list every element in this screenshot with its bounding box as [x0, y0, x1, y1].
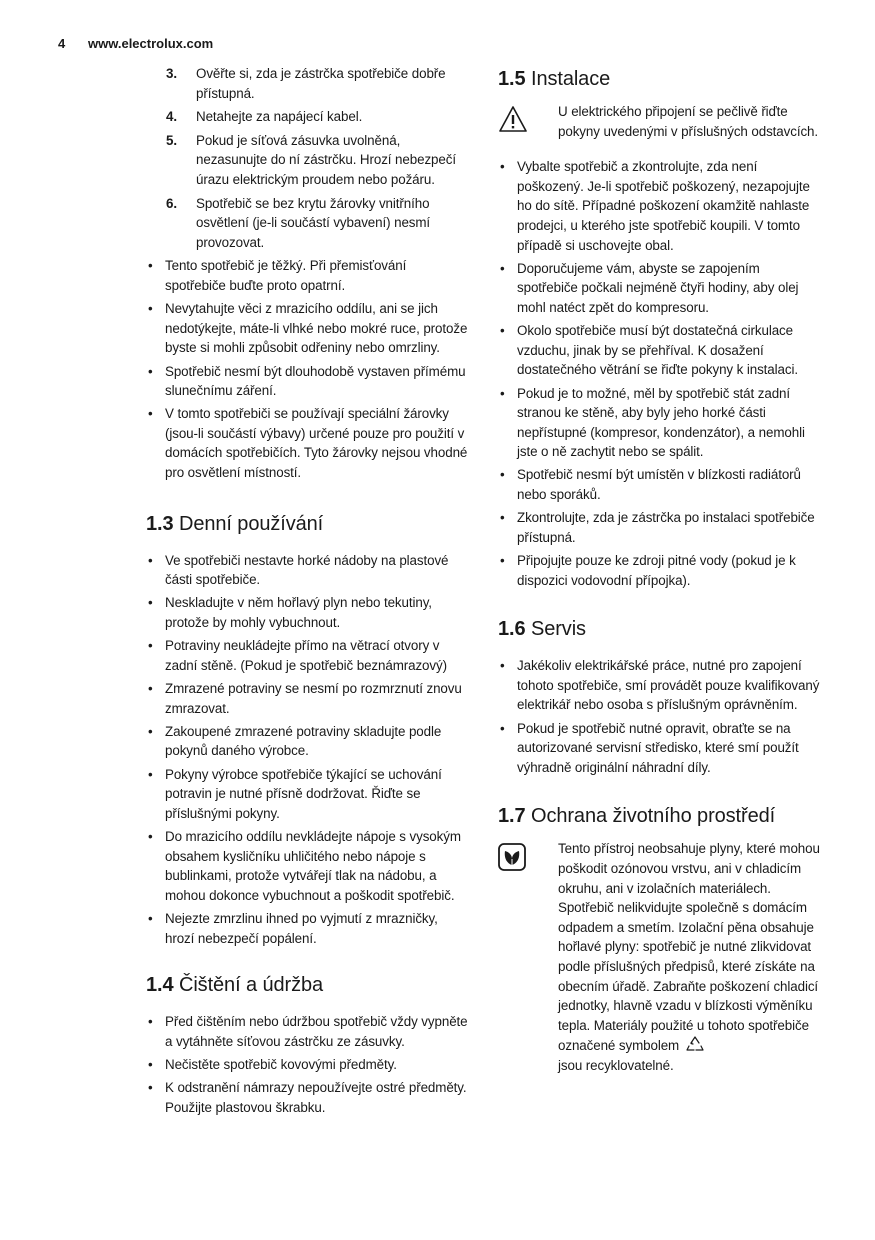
numbered-item — [166, 194, 470, 253]
section-title: Servis — [530, 618, 586, 641]
list-item: • Spotřebič nesmí být dlouhodobě vystaven přímému slunečnímu záření. — [146, 362, 470, 401]
section-title: Denní používání — [178, 512, 324, 535]
item-number: 6. — [166, 195, 177, 211]
numbered-list — [146, 64, 470, 252]
environment-text-body: Tento přístroj neobsahuje plyny, které mohou poškodit ozónovou vrstvu, ani v chladicím okruhu, ani v izolačních materiálech. Spotřebič nelikvidujte společně s domácím odpadem a smetím. Izolační pěna obsahuje hořlavé plyny: spotřebič je nutné zlikvidovat podle příslušných předpisů, které získáte na obecním úřadě. Zabraňte poškození chladicí jednotky, hlavně vzadu v blízkosti výměníku tepla. Materiály použité u tohoto spotřebiče označené symbolem — [558, 841, 820, 1054]
list-item: • Vybalte spotřebič a zkontrolujte, zda není poškozený. Je-li spotřebič poškozený, nezapojujte ho do sítě. Případné poškození okamžitě nahlaste prodejci, u kterého jste spotřebič koupili. V tomto případě si uschovejte obal. — [498, 157, 824, 255]
section-number: 1.3 — [146, 512, 174, 535]
warning-text: U elektrického připojení se pečlivě řiďte pokyny uvedenými v příslušných odstavcích. — [558, 104, 819, 139]
section-heading-1-7 — [498, 803, 824, 829]
bullet-list — [498, 656, 824, 777]
section-title: Ochrana životního prostředí — [530, 805, 776, 828]
warning-icon — [498, 104, 528, 134]
item-text: Ověřte si, zda je zástrčka spotřebiče dobře přístupná. — [196, 66, 446, 101]
list-item: • Pokyny výrobce spotřebiče týkající se uchování potravin je nutné přísně dodržovat. Řiďte se příslušnými pokyny. — [146, 765, 470, 824]
numbered-item — [166, 107, 470, 127]
page-header — [58, 36, 213, 51]
list-item: • Pokud je spotřebič nutné opravit, obraťte se na autorizované servisní středisko, které smí použít výhradně originální náhradní díly. — [498, 719, 824, 778]
item-text: Pokud je síťová zásuvka uvolněná, nezasunujte do ní zástrčku. Hrozí nebezpečí úrazu elektrickým proudem nebo požáru. — [196, 132, 456, 187]
list-item: • Nečistěte spotřebič kovovými předměty. — [146, 1055, 470, 1075]
environment-icon — [498, 843, 526, 871]
list-item: • Zmrazené potraviny se nesmí po rozmrznutí znovu zmrazovat. — [146, 679, 470, 718]
environment-text — [558, 839, 824, 1075]
list-item: • Zkontrolujte, zda je zástrčka po instalaci spotřebiče přístupná. — [498, 508, 824, 547]
list-item: • Připojujte pouze ke zdroji pitné vody (pokud je k dispozici vodovodní přípojka). — [498, 551, 824, 590]
list-item: • Tento spotřebič je těžký. Při přemisťování spotřebiče buďte proto opatrní. — [146, 256, 470, 295]
bullet-list — [146, 1012, 470, 1117]
list-item: • Potraviny neukládejte přímo na větrací otvory v zadní stěně. (Pokud je spotřebič beznámrazový) — [146, 636, 470, 675]
recycle-icon — [685, 1035, 705, 1053]
list-item: • Neskladujte v něm hořlavý plyn nebo tekutiny, protože by mohly vybuchnout. — [146, 593, 470, 632]
bullet-list — [498, 157, 824, 590]
section-title: Instalace — [530, 68, 611, 90]
section-heading-1-5 — [498, 66, 824, 92]
item-text: Netahejte za napájecí kabel. — [196, 109, 363, 125]
list-item: • Před čištěním nebo údržbou spotřebič vždy vypněte a vytáhněte síťovou zástrčku ze zásuvky. — [146, 1012, 470, 1051]
list-item: • Zakoupené zmrazené potraviny skladujte podle pokynů daného výrobce. — [146, 722, 470, 761]
bullet-list — [146, 256, 470, 482]
section-heading-1-3 — [146, 511, 470, 537]
section-heading-1-6 — [498, 616, 824, 642]
list-item: • Do mrazicího oddílu nevkládejte nápoje s vysokým obsahem kysličníku uhličitého nebo nápoje s bublinkami, protože vytvářejí tlak na nádobu, a mohou dokonce vybuchnout a poškodit spotřebič. — [146, 827, 470, 905]
environment-notice — [498, 839, 824, 1075]
list-item: • K odstranění námrazy nepoužívejte ostré předměty. Použijte plastovou škrabku. — [146, 1078, 470, 1117]
numbered-item — [166, 131, 470, 190]
bullet-list — [146, 551, 470, 948]
list-item: • Nejezte zmrzlinu ihned po vyjmutí z mrazničky, hrozí nebezpečí popálení. — [146, 909, 470, 948]
list-item: • Doporučujeme vám, abyste se zapojením spotřebiče počkali nejméně čtyři hodiny, aby olej mohl natéct zpět do kompresoru. — [498, 259, 824, 318]
section-number: 1.7 — [498, 805, 526, 828]
numbered-item — [166, 64, 470, 103]
item-number: 4. — [166, 109, 177, 125]
section-title: Čištění a údržba — [178, 974, 324, 997]
list-item: • V tomto spotřebiči se používají speciální žárovky (jsou-li součástí výbavy) určené pouze pro použití v domácích spotřebičích. Tyto žárovky nejsou vhodné pro osvětlení místností. — [146, 404, 470, 482]
item-text: Spotřebič se bez krytu žárovky vnitřního osvětlení (je-li součástí vybavení) nesmí provozovat. — [196, 195, 431, 250]
list-item: • Jakékoliv elektrikářské práce, nutné pro zapojení tohoto spotřebiče, smí provádět pouze kvalifikovaný elektrikář nebo osoba s příslušným oprávněním. — [498, 656, 824, 715]
warning-notice — [498, 102, 824, 141]
item-number: 5. — [166, 132, 177, 148]
item-number: 3. — [166, 66, 177, 81]
section-number: 1.5 — [498, 68, 526, 90]
list-item: • Ve spotřebiči nestavte horké nádoby na plastové části spotřebiče. — [146, 551, 470, 590]
section-heading-1-4 — [146, 972, 470, 998]
website: www.electrolux.com — [88, 36, 214, 51]
environment-text-end: jsou recyklovatelné. — [558, 1057, 674, 1073]
left-column — [146, 64, 470, 1121]
right-column — [498, 64, 824, 1076]
list-item: • Okolo spotřebiče musí být dostatečná cirkulace vzduchu, jinak by se přehříval. K dosažení dostatečného větrání se řiďte pokyny k instalaci. — [498, 321, 824, 380]
page-number: 4 — [58, 36, 66, 51]
section-number: 1.4 — [146, 974, 174, 997]
list-item: • Pokud je to možné, měl by spotřebič stát zadní stranou ke stěně, aby byly jeho horké části nepřístupné (kompresor, kondenzátor), a nemohli jste o ně zachytit nebo se spálit. — [498, 384, 824, 462]
list-item: • Nevytahujte věci z mrazicího oddílu, ani se jich nedotýkejte, máte-li vlhké nebo mokré ruce, protože byste si mohli způsobit odřeniny nebo omrzliny. — [146, 299, 470, 358]
section-number: 1.6 — [498, 618, 526, 641]
list-item: • Spotřebič nesmí být umístěn v blízkosti radiátorů nebo sporáků. — [498, 465, 824, 504]
